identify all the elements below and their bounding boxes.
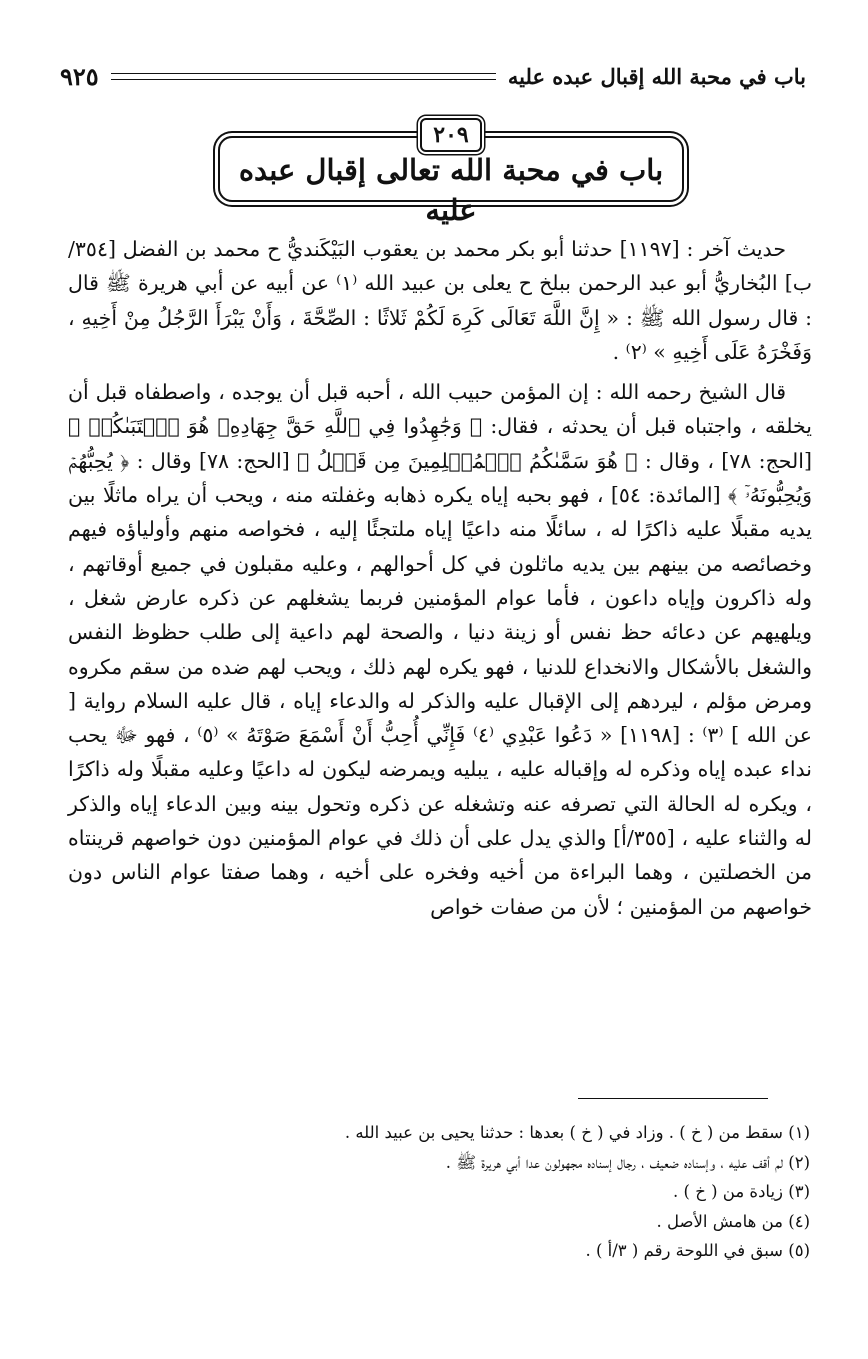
footnote-5: (٥) سبق في اللوحة رقم ( ٣/أ ) .: [585, 1241, 810, 1260]
footnote-2: (٢) لم أقف عليه ، وإسناده ضعيف ، رجال إسناده مجهولون عدا أبي هريرة ﷺ .: [445, 1152, 810, 1172]
main-text: [68, 232, 812, 930]
chapter-title: باب في محبة الله تعالى إقبال عبده عليه: [238, 153, 664, 227]
page-number: ٩٢٥: [60, 61, 99, 91]
footnote-1: (١) سقط من ( خ ) . وزاد في ( خ ) بعدها : حدثنا يحيى بن عبيد الله .: [344, 1123, 810, 1142]
running-header-title: باب في محبة الله إقبال عبده عليه: [507, 63, 806, 89]
footnote-4: (٤) من هامش الأصل .: [656, 1211, 810, 1231]
paragraph-hadith: حديث آخر : [١١٩٧] حدثنا أبو بكر محمد بن يعقوب البَيْكَنديُّ ح محمد بن الفضل [٣٥٤/ب] البُخاريُّ أبو عبد الرحمن ببلخ ح يعلى بن عبيد الله ⁽١⁾ عن أبيه عن أبي هريرة ﷺ قال : قال رسول الله ﷺ : « إِنَّ اللَّهَ تَعَالَى كَرِهَ لَكُمْ ثَلاثًا : الصِّحَّةَ ، وَأَنْ يَبْرَأَ الرَّجُلُ مِنْ أَخِيهِ ، وَفَخْرَهُ عَلَى أَخِيهِ » ⁽٢⁾ .: [68, 237, 812, 364]
footnote-3: (٣) زيادة من ( خ ) .: [673, 1182, 810, 1201]
footnote-divider: [578, 1098, 768, 1099]
running-header: [60, 58, 806, 94]
header-rule: [111, 73, 496, 80]
paragraph-commentary: قال الشيخ رحمه الله : إن المؤمن حبيب الله ، أحبه قبل أن يوجده ، واصطفاه قبل أن يخلقه ، واجتباه قبل أن يحدثه ، فقال: ﴿ وَجَٰهِدُوا فِي ٱللَّهِ حَقَّ جِهَادِهِۦ هُوَ ٱجۡتَبَىٰكُمۡ ﴾ [الحج: ٧٨] ، وقال : ﴿ هُوَ سَمَّىٰكُمُ ٱلۡمُسۡلِمِينَ مِن قَبۡلُ ﴾ [الحج: ٧٨] وقال : ﴿ يُحِبُّهُمۡ وَيُحِبُّونَهُۥٓ ﴾ [المائدة: ٥٤] ، فهو بحبه إياه يكره ذهابه وغفلته منه ، ويحب أن يراه ماثلًا بين يديه مقبلًا عليه ذاكرًا له ، سائلًا منه داعيًا إياه ملتجئًا إليه ، فخواصه منهم وأولياؤه فيهم وخصائصه من بينهم بين يديه ماثلون في كل أحوالهم ، وعليه مقبلون في جميع أوقاتهم ، وله ذاكرون وإياه داعون ، فأما عوام المؤمنين فربما يشغلهم عن ذكره عارض شغل ، ويلهيهم عن دعائه حظ نفس أو زينة دنيا ، والصحة لهم داعية إلى طلب حظوظ النفس والشغل بالأشكال والانخداع للدنيا ، فهو يكره لهم ذلك ، ويحب لهم ضده من سقم مكروه ومرض مؤلم ، ليردهم إلى الإقبال عليه والذكر له والدعاء إياه ، قال عليه السلام رواية [ عن الله ] ⁽٣⁾ : [١١٩٨] « دَعُوا عَبْدِي ⁽٤⁾ فَإِنِّي أُحِبُّ أَنْ أَسْمَعَ صَوْتَهُ » ⁽٥⁾ ، فهو ﷻ يحب نداء عبده إياه وذكره له وإقباله عليه ، يبليه ويمرضه ليكون له داعيًا وعليه مقبلًا وله ذاكرًا ، ويكره له الحالة التي تصرفه عنه وتشغله عن ذكره وتحول بينه وبين الدعاء إياه والذكر له والثناء عليه ، [٣٥٥/أ] والذي يدل على أن ذلك في عوام المؤمنين دون خواصهم قرينتاه من الخصلتين ، وهما البراءة من أخيه وفخره على أخيه ، وهما صفتا عوام الناس دون خواصهم من المؤمنين ؛ لأن من صفات خواص: [68, 380, 813, 919]
footnotes: [170, 1118, 810, 1266]
chapter-number: ٢٠٩: [420, 118, 482, 152]
